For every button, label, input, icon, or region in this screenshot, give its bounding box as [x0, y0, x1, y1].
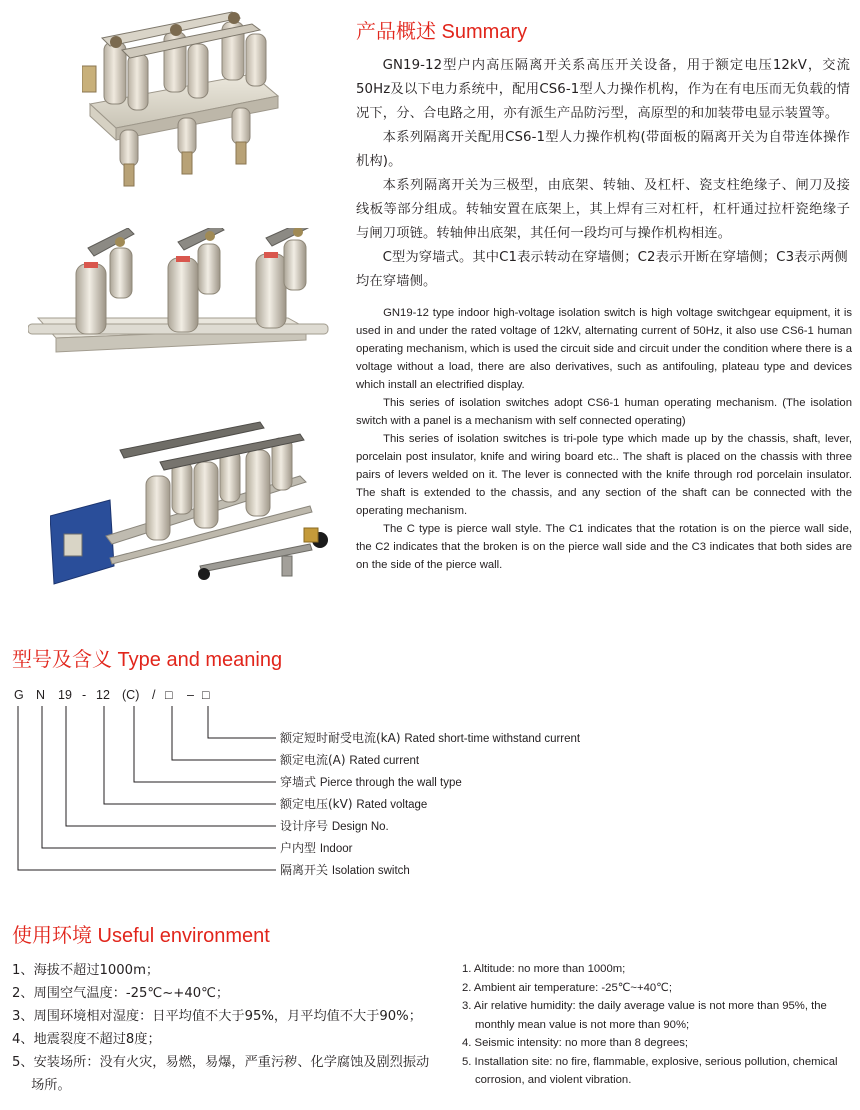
meaning-label-zh: 户内型 [280, 841, 317, 855]
code-part: - [82, 688, 87, 702]
list-item: 2. Ambient air temperature: -25℃~+40℃; [462, 981, 672, 994]
list-item: 1. Altitude: no more than 1000m; [462, 963, 626, 975]
meaning-label-zh: 额定电流(A) [280, 753, 346, 767]
summary-en-paragraph: The C type is pierce wall style. The C1 indicates that the rotation is on the pierce wall side, the C2 indicates that the broken is on the pierce wall side and the C3 indicates that both sides are on the side of the pierce wall. [356, 523, 852, 571]
summary-zh-paragraph: 本系列隔离开关为三极型，由底架、转轴、及杠杆、瓷支柱绝缘子、闸刀及接线板等部分组成。转轴安置在底架上，其上焊有三对杠杆，杠杆通过拉杆瓷绝缘子与闸刀项链。转轴伸出底架，其任何一段均可与操作机构相连。 [356, 178, 850, 241]
meaning-label-short-time-current [280, 731, 580, 746]
code-part: (C) [122, 688, 140, 702]
list-item: 1、海拔不超过1000m； [12, 963, 160, 978]
summary-en-text [356, 304, 852, 574]
meaning-label-en: Pierce through the wall type [319, 777, 462, 789]
bracket-line [66, 706, 276, 826]
product-photo-switch-2 [28, 228, 333, 368]
meaning-label-zh: 额定短时耐受电流(kA) [280, 731, 401, 745]
code-part: – [187, 688, 194, 702]
meaning-label-zh: 设计序号 [280, 819, 329, 833]
meaning-label-zh: 额定电压(kV) [280, 797, 353, 811]
meaning-label-rated-current [280, 753, 419, 768]
list-item: 2、周围空气温度：-25℃~+40℃； [12, 986, 230, 1001]
bracket-line [42, 706, 276, 848]
code-part: / [152, 688, 156, 702]
list-item: 4、地震裂度不超过8度； [12, 1032, 161, 1047]
meaning-label-indoor [280, 841, 352, 856]
meaning-label-pierce-wall [280, 775, 462, 790]
code-part: 19 [58, 688, 72, 702]
meaning-label-rated-voltage [280, 797, 427, 812]
environment-heading: 使用环境 Useful environment [12, 925, 270, 947]
meaning-label-en: Rated current [349, 755, 420, 767]
bracket-line [208, 706, 276, 738]
list-item: 5. Installation site: no fire, flammable, explosive, serious pollution, chemical corrosion, and violent vibration. [462, 1055, 838, 1086]
bracket-line [172, 706, 276, 760]
meaning-label-en: Isolation switch [331, 865, 410, 877]
meaning-label-en: Rated short-time withstand current [404, 733, 581, 745]
code-part: □ [202, 688, 210, 702]
type-meaning-bracket-lines [0, 700, 290, 880]
meaning-label-en: Indoor [319, 843, 353, 855]
meaning-label-en: Rated voltage [356, 799, 428, 811]
code-part: G [14, 688, 24, 702]
summary-en-paragraph: GN19-12 type indoor high-voltage isolation switch is high voltage switchgear equipment, it is used in and under the rated voltage of 12kV, alternating current of 50Hz, it also use CS6-1 human operating mechanism, which is used the circuit side and circuit under the condition where there is a voltage without a load, there are also derivatives, such as antifouling, plateau type and devices which install an electrified display. [356, 307, 852, 391]
summary-en-paragraph: This series of isolation switches is tri-pole type which made up by the chassis, shaft, lever, porcelain post insulator, knife and wiring board etc.. The shaft is placed on the chassis with three pairs of levers welded on it. The lever is connected with the knife through rod porcelain insulator. The shaft is extended to the chassis, and any section of the shaft can be connected with the operating mechanism. [356, 433, 852, 517]
meaning-label-en: Design No. [331, 821, 389, 833]
meaning-label-design-no [280, 819, 389, 834]
summary-zh-text [356, 54, 850, 294]
meaning-label-zh: 穿墙式 [280, 775, 317, 789]
product-photo-switch-1 [82, 4, 287, 189]
bracket-line [18, 706, 276, 870]
bracket-line [104, 706, 276, 804]
list-item: 5、安装场所：没有火灾，易燃，易爆，严重污秽、化学腐蚀及剧烈振动场所。 [12, 1055, 430, 1093]
list-item: 3、周围环境相对湿度：日平均值不大于95%，月平均值不大于90%； [12, 1009, 422, 1024]
bracket-line [134, 706, 276, 782]
meaning-label-isolation-switch [280, 863, 410, 878]
product-photo-switch-3 [50, 416, 350, 588]
summary-zh-paragraph: C型为穿墙式。其中C1表示转动在穿墙侧；C2表示开断在穿墙侧；C3表示两侧均在穿墙侧。 [356, 250, 848, 289]
list-item: 3. Air relative humidity: the daily average value is not more than 95%, the monthly mean value is not more than 90%; [462, 1000, 827, 1031]
meaning-label-zh: 隔离开关 [280, 863, 329, 877]
summary-zh-paragraph: GN19-12型户内高压隔离开关系高压开关设备，用于额定电压12kV，交流50Hz及以下电力系统中，配用CS6-1型人力操作机构，作为在有电压而无负载的情况下，分、合电路之用，亦有派生产品防污型，高原型的和加装带电显示装置等。 [356, 58, 850, 121]
summary-heading: 产品概述 Summary [356, 21, 528, 43]
list-item: 4. Seismic intensity: no more than 8 degrees; [462, 1037, 689, 1049]
type-meaning-heading: 型号及含义 Type and meaning [12, 649, 283, 671]
summary-zh-paragraph: 本系列隔离开关配用CS6-1型人力操作机构(带面板的隔离开关为自带连体操作机构)。 [356, 130, 850, 169]
environment-en-list [462, 960, 854, 1090]
code-part: □ [165, 688, 173, 702]
code-part: N [36, 688, 46, 702]
code-part: 12 [96, 688, 110, 702]
summary-en-paragraph: This series of isolation switches adopt CS6-1 human operating mechanism. (The isolation switch with a panel is a mechanism with self connected operating) [356, 397, 852, 427]
environment-zh-list [12, 959, 442, 1097]
